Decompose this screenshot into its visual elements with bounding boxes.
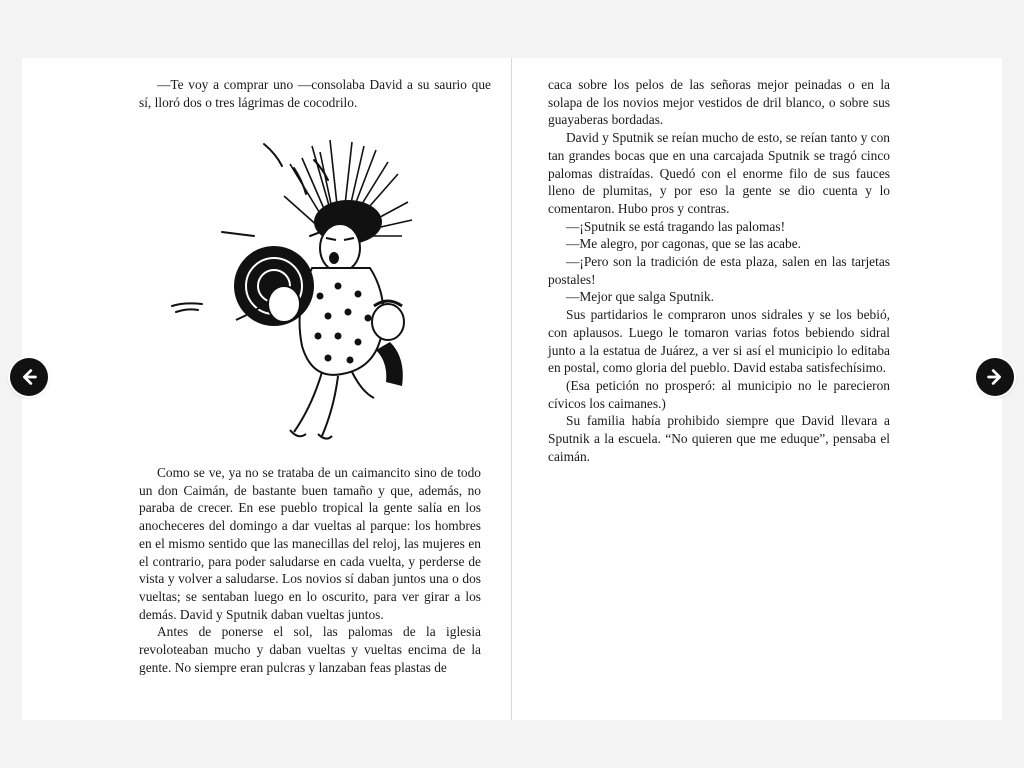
right-page xyxy=(512,58,1002,720)
next-page-button[interactable] xyxy=(976,358,1014,396)
left-page-bottom-text xyxy=(139,464,481,676)
dialog-line: —¡Pero son la tradición de esta plaza, salen en las tarjetas postales! xyxy=(548,254,890,287)
left-page-top-text xyxy=(139,76,491,111)
arrow-right-icon xyxy=(984,366,1006,388)
dialog-line: —Me alegro, por cagonas, que se las acabe. xyxy=(566,236,801,252)
dialog-line: —¡Sputnik se está tragando las palomas! xyxy=(566,218,786,234)
paragraph: David y Sputnik se reían mucho de esto, se reían tanto y con tan grandes bocas que en una carcajada Sputnik se tragó cinco palomas distraídas. Quedó con el enorme filo de sus fauces lleno de plumitas, y por eso la gente se dio cuenta y lo comentaron. Hubo pros y contras. xyxy=(548,130,890,216)
illustration-woman-with-caiman xyxy=(162,136,432,442)
paragraph: Sus partidarios le compraron unos sidrales y se los bebió, con aplausos. Luego le tomaron varias fotos bebiendo sidral junto a la estatua de Juárez, a ver si así el municipio lo editaba en postal, como gloria del pueblo. David estaba satisfechísimo. xyxy=(548,307,890,376)
dialog-line: —Mejor que salga Sputnik. xyxy=(566,289,715,305)
paragraph: caca sobre los pelos de las señoras mejor peinadas o en la solapa de los novios mejor vestidos de dril blanco, o sobre sus guayaberas bordadas. xyxy=(548,77,890,128)
right-page-text xyxy=(548,76,890,465)
paragraph: Como se ve, ya no se trataba de un caimancito sino de todo un don Caimán, de bastante buen tamaño y que, además, no paraba de crecer. En ese pueblo tropical la gente salía en los anocheceres del domingo a dar vueltas al parque: los hombres en el mismo sentido que las manecillas del reloj, las mujeres en el contrario, para poder saludarse en cada vuelta, y perderse de vista y volver a saludarse. Los novios sí daban juntos una o dos vueltas; se sentaban luego en lo oscurito, para ver girar a los demás. David y Sputnik daban vueltas juntos. xyxy=(139,465,481,622)
paragraph: (Esa petición no prosperó: al municipio no le parecieron cívicos los caimanes.) xyxy=(548,377,890,411)
previous-page-button[interactable] xyxy=(10,358,48,396)
paragraph: Su familia había prohibido siempre que David llevara a Sputnik a la escuela. “No quieren que me eduque”, pensaba el caimán. xyxy=(548,413,890,464)
book-spread xyxy=(22,58,1002,720)
paragraph: —Te voy a comprar uno —consolaba David a su saurio que sí, lloró dos o tres lágrimas de cocodrilo. xyxy=(139,77,491,110)
arrow-left-icon xyxy=(18,366,40,388)
paragraph: Antes de ponerse el sol, las palomas de la iglesia revoloteaban mucho y daban vueltas y vueltas encima de la gente. No siempre eran pulcras y lanzaban feas plastas de xyxy=(139,624,481,675)
left-page xyxy=(22,58,512,720)
